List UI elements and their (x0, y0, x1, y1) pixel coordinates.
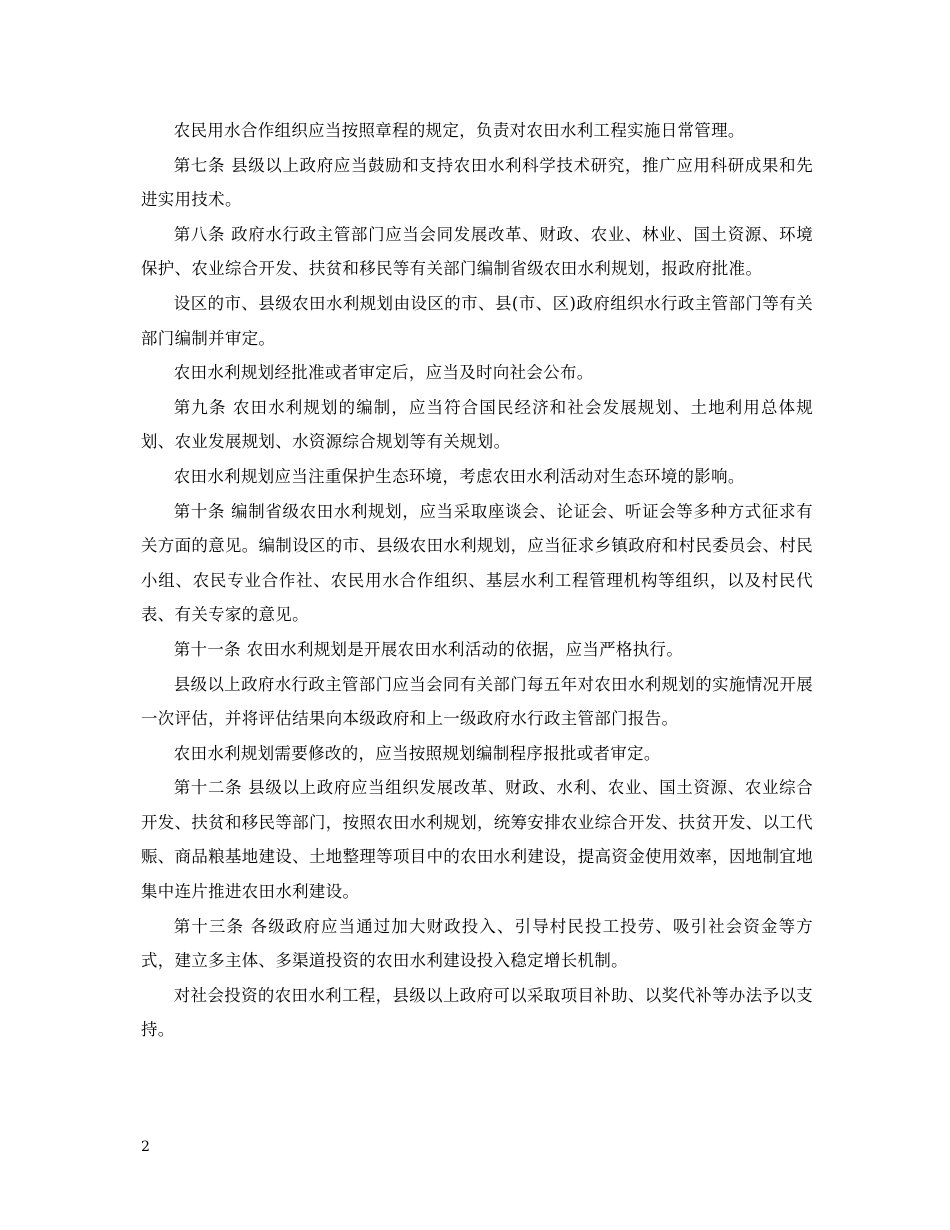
paragraph-4: 设区的市、县级农田水利规划由设区的市、县(市、区)政府组织水行政主管部门等有关部门编制并审定。 (141, 293, 813, 348)
paragraph-2: 第七条 县级以上政府应当鼓励和支持农田水利科学技术研究，推广应用科研成果和先进实用技术。 (141, 155, 813, 210)
paragraph-7: 农田水利规划应当注重保护生态环境，考虑农田水利活动对生态环境的影响。 (173, 466, 745, 486)
paragraph-11: 农田水利规划需要修改的，应当按照规划编制程序报批或者审定。 (173, 743, 661, 763)
paragraph-3: 第八条 政府水行政主管部门应当会同发展改革、财政、农业、林业、国土资源、环境保护、农业综合开发、扶贫和移民等有关部门编制省级农田水利规划，报政府批准。 (141, 224, 813, 279)
paragraph-14: 对社会投资的农田水利工程，县级以上政府可以采取项目补助、以奖代补等办法予以支持。 (141, 985, 813, 1040)
paragraph-12: 第十二条 县级以上政府应当组织发展改革、财政、水利、农业、国土资源、农业综合开发、扶贫和移民等部门，按照农田水利规划，统筹安排农业综合开发、扶贫开发、以工代赈、商品粮基地建设、土地整理等项目中的农田水利建设，提高资金使用效率，因地制宜地集中连片推进农田水利建设。 (141, 778, 813, 902)
paragraph-10: 县级以上政府水行政主管部门应当会同有关部门每五年对农田水利规划的实施情况开展一次评估，并将评估结果向本级政府和上一级政府水行政主管部门报告。 (141, 674, 813, 729)
document-body (141, 114, 813, 1048)
paragraph-1: 农民用水合作组织应当按照章程的规定，负责对农田水利工程实施日常管理。 (173, 121, 745, 140)
paragraph-6: 第九条 农田水利规划的编制，应当符合国民经济和社会发展规划、土地利用总体规划、农业发展规划、水资源综合规划等有关规划。 (141, 397, 813, 452)
paragraph-8: 第十条 编制省级农田水利规划，应当采取座谈会、论证会、听证会等多种方式征求有关方面的意见。编制设区的市、县级农田水利规划，应当征求乡镇政府和村民委员会、村民小组、农民专业合作社、农民用水合作组织、基层水利工程管理机构等组织，以及村民代表、有关专家的意见。 (141, 501, 813, 625)
page-number: 2 (141, 1139, 150, 1155)
paragraph-13: 第十三条 各级政府应当通过加大财政投入、引导村民投工投劳、吸引社会资金等方式，建立多主体、多渠道投资的农田水利建设投入稳定增长机制。 (141, 916, 813, 971)
paragraph-9: 第十一条 农田水利规划是开展农田水利活动的依据，应当严格执行。 (173, 639, 684, 659)
paragraph-5: 农田水利规划经批准或者审定后，应当及时向社会公布。 (173, 363, 594, 383)
